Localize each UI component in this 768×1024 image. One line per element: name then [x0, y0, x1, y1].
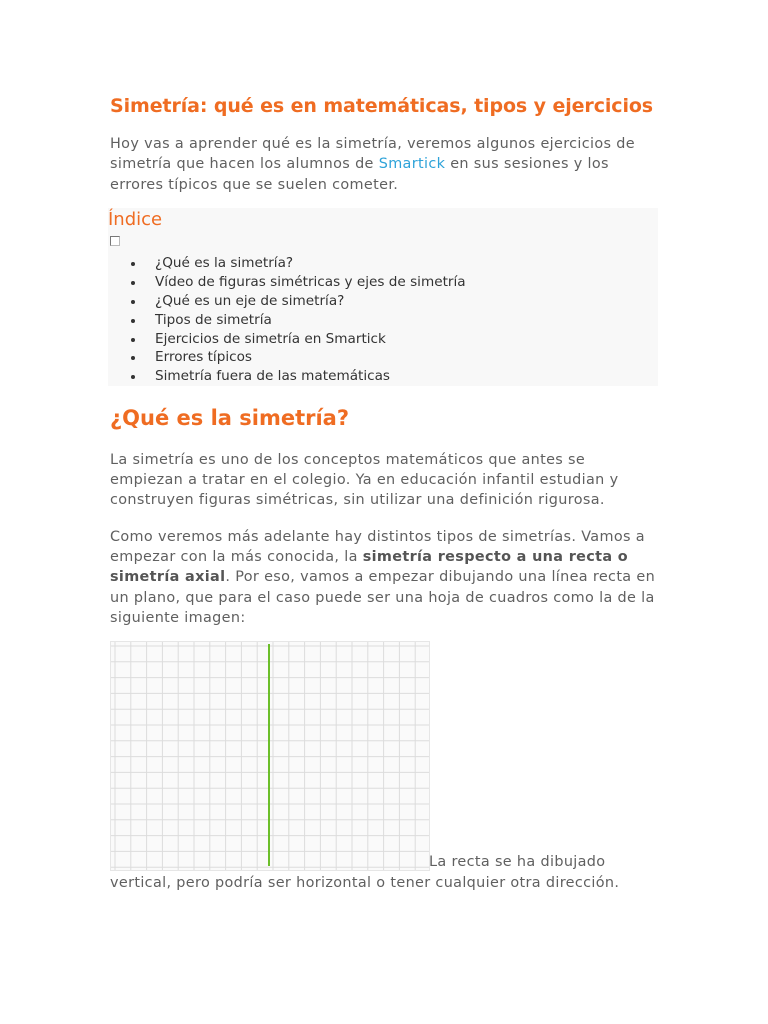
intro-text-before: Hoy vas a aprender qué es la simetría, veremos algunos ejercicios de simetría que hacen los alumnos de	[110, 136, 635, 173]
toc-item-label: ¿Qué es la simetría?	[155, 254, 294, 271]
toc-item[interactable]	[108, 273, 466, 292]
toc-item-label: Ejercicios de simetría en Smartick	[155, 330, 386, 347]
paragraph-2-start: Como veremos más adelante hay distintos tipos de simetrías. Vamos a empezar con la más conocida, la	[110, 528, 645, 566]
bullet-icon	[131, 281, 135, 285]
paragraph-2-end: . Por eso, vamos a empezar dibujando una línea recta en un plano, que para el caso puede ser una hoja de cuadros como la de la siguiente imagen:	[110, 569, 656, 626]
toc-item-label: Vídeo de figuras simétricas y ejes de simetría	[155, 273, 466, 290]
bullet-icon	[131, 319, 135, 323]
paragraph-2-bold: simetría respecto a una recta o simetría axial	[110, 549, 629, 586]
toc-item[interactable]	[108, 311, 466, 330]
toc-toggle-checkbox[interactable]	[110, 236, 120, 246]
toc-item-label: Tipos de simetría	[155, 311, 272, 328]
grid-paper-svg	[111, 642, 429, 870]
article-content	[110, 94, 660, 891]
bullet-icon	[131, 356, 135, 360]
intro-text-after: en sus sesiones y los errores típicos que se suelen cometer.	[110, 156, 609, 193]
grid-paper-image	[110, 641, 430, 871]
article-title: Simetría: qué es en matemáticas, tipos y ejercicios	[110, 95, 654, 117]
table-of-contents	[108, 208, 658, 386]
smartick-link[interactable]: Smartick	[378, 156, 446, 173]
toc-item[interactable]	[108, 292, 466, 311]
figure-row	[110, 641, 660, 891]
figure-caption: La recta se ha dibujado vertical, pero podría ser horizontal o tener cualquier otra dirección.	[110, 854, 620, 891]
toc-item-label: Simetría fuera de las matemáticas	[155, 368, 391, 385]
toc-item[interactable]	[108, 330, 466, 349]
bullet-icon	[131, 338, 135, 342]
toc-list	[108, 254, 466, 386]
toc-title: Índice	[108, 208, 163, 230]
bullet-icon	[131, 262, 135, 266]
toc-item-label: ¿Qué es un eje de simetría?	[155, 292, 345, 309]
bullet-icon	[131, 375, 135, 379]
toc-item[interactable]	[108, 367, 466, 386]
intro-paragraph	[110, 134, 660, 195]
toc-item[interactable]	[108, 254, 466, 273]
section-heading: ¿Qué es la simetría?	[110, 405, 350, 430]
toc-item-label: Errores típicos	[155, 349, 252, 366]
section-paragraph-2	[110, 527, 660, 628]
bullet-icon	[131, 300, 135, 304]
toc-item[interactable]	[108, 348, 466, 367]
section-paragraph-1: La simetría es uno de los conceptos matemáticos que antes se empiezan a tratar en el colegio. Ya en educación infantil estudian y construyen figuras simétricas, sin utilizar una definición rigurosa.	[110, 451, 619, 509]
